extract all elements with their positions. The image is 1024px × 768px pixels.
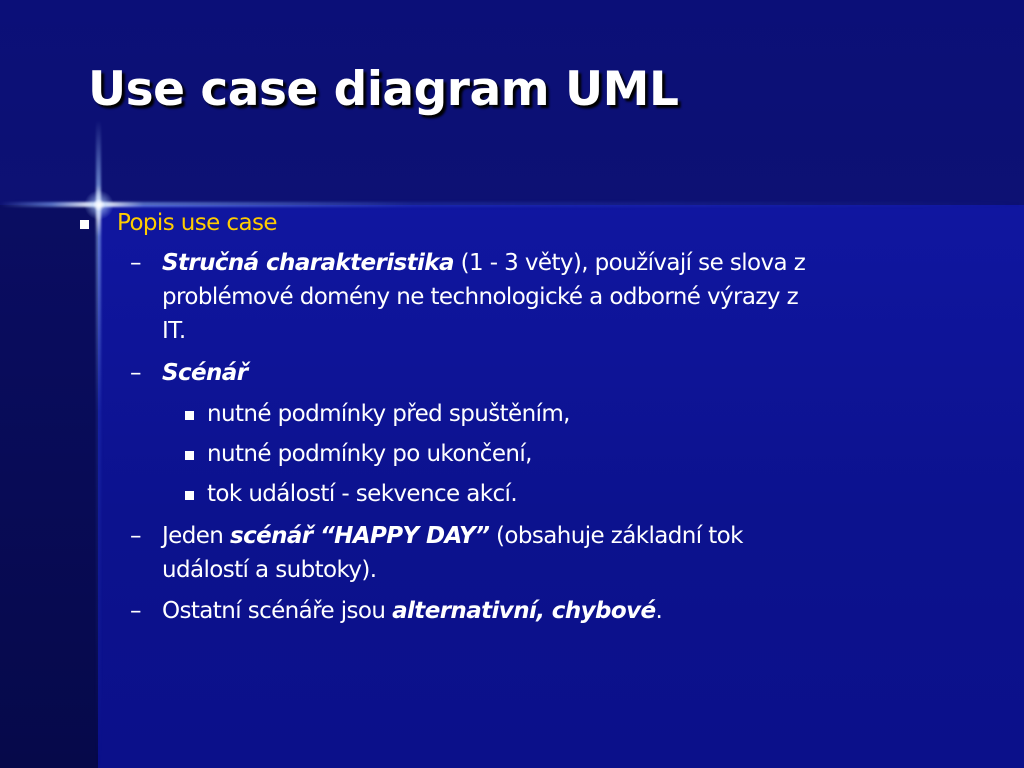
item3-line2: událostí a subtoky). <box>162 557 377 583</box>
item1-line2: problémové domény ne technologické a odborné výrazy z <box>162 284 799 310</box>
subitem: nutné podmínky po ukončení, <box>207 441 532 467</box>
subitem: nutné podmínky před spuštěním, <box>207 401 570 427</box>
item2-emphasis: Scénář <box>162 360 248 386</box>
square-bullet-icon <box>185 451 194 460</box>
item3-line1-text: (obsahuje základní tok <box>489 523 743 549</box>
level1-text: Popis use case <box>117 210 277 236</box>
square-bullet-icon <box>185 491 194 500</box>
dash-bullet: – <box>130 250 142 276</box>
item1-emphasis: Stručná charakteristika <box>162 250 454 276</box>
item1-line3: IT. <box>162 318 186 344</box>
item3-prefix: Jeden <box>162 523 230 549</box>
dash-bullet: – <box>130 360 142 386</box>
square-bullet-icon <box>185 411 194 420</box>
subitem: tok událostí - sekvence akcí. <box>207 481 518 507</box>
dash-bullet: – <box>130 523 142 549</box>
item3-line1 <box>162 519 743 553</box>
item4-prefix: Ostatní scénáře jsou <box>162 598 393 624</box>
item2-line1 <box>162 356 247 390</box>
square-bullet-icon <box>80 220 89 229</box>
item3-emphasis: scénář “HAPPY DAY” <box>229 523 490 549</box>
item4-emphasis: alternativní, chybové <box>392 598 656 624</box>
item4-suffix: . <box>655 598 663 624</box>
item4-line1 <box>162 594 662 628</box>
item1-line1 <box>162 246 805 280</box>
dash-bullet: – <box>130 598 142 624</box>
item1-line1-text: (1 - 3 věty), používají se slova z <box>453 250 806 276</box>
slide-title: Use case diagram UML <box>88 62 679 117</box>
